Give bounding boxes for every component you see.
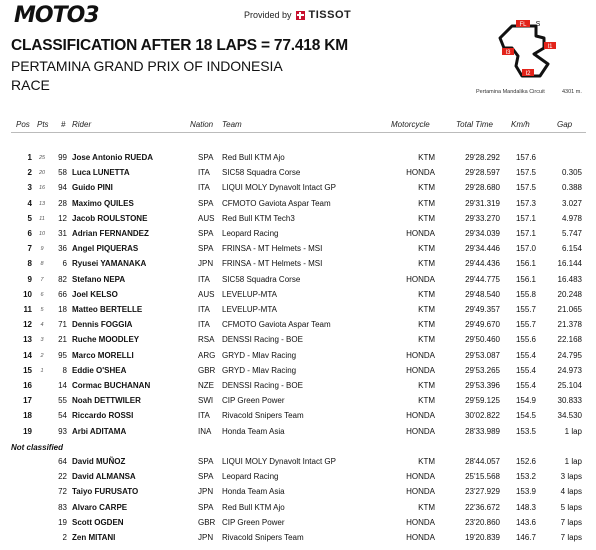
cell-time: 29'44.436 xyxy=(465,259,500,269)
cell-nation: ITA xyxy=(198,320,210,330)
cell-rider: Adrian FERNANDEZ xyxy=(72,229,149,238)
cell-gap: 21.378 xyxy=(557,320,582,330)
cell-team: Red Bull KTM Ajo xyxy=(222,502,285,512)
cell-moto: KTM xyxy=(418,396,435,406)
cell-pts: 13 xyxy=(38,200,46,207)
table-row xyxy=(0,455,596,469)
cell-kmh: 157.1 xyxy=(515,229,536,238)
cell-team: CIP Green Power xyxy=(222,396,285,406)
cell-nation: SPA xyxy=(198,472,214,482)
table-row xyxy=(0,333,596,347)
cell-pos: 4 xyxy=(27,198,32,208)
cell-kmh: 157.6 xyxy=(515,153,536,162)
cell-pos: 12 xyxy=(23,320,32,330)
cell-moto: HONDA xyxy=(406,517,435,527)
cell-moto: HONDA xyxy=(406,168,435,178)
cell-num: 93 xyxy=(58,426,67,436)
cell-pos: 2 xyxy=(27,168,32,178)
cell-pos: 19 xyxy=(23,426,32,436)
col-rider: Rider xyxy=(72,120,92,129)
cell-pos: 9 xyxy=(27,274,32,284)
table-row xyxy=(0,364,596,378)
cell-pos: 11 xyxy=(23,305,32,314)
cell-team: Rivacold Snipers Team xyxy=(222,533,304,542)
cell-gap: 24.973 xyxy=(557,365,582,375)
table-row xyxy=(0,303,596,317)
cell-pos: 10 xyxy=(23,289,32,299)
table-row xyxy=(0,151,596,165)
cell-num: 36 xyxy=(58,244,67,254)
cell-kmh: 154.5 xyxy=(515,411,536,421)
cell-pos: 17 xyxy=(23,396,32,406)
cell-pos: 14 xyxy=(23,350,32,360)
cell-time: 29'50.460 xyxy=(465,335,500,345)
cell-team: GRYD - Mlav Racing xyxy=(222,350,297,360)
col-total-time: Total Time xyxy=(456,120,493,129)
cell-time: 29'49.670 xyxy=(465,320,500,330)
cell-kmh: 153.5 xyxy=(515,426,536,436)
cell-num: 19 xyxy=(58,517,67,527)
cell-rider: Scott OGDEN xyxy=(72,517,124,527)
cell-time: 29'34.039 xyxy=(465,229,500,238)
cell-gap: 16.483 xyxy=(557,274,582,284)
cell-rider: Matteo BERTELLE xyxy=(72,305,143,314)
not-classified-label: Not classified xyxy=(11,443,64,452)
table-row xyxy=(0,288,596,302)
cell-num: 6 xyxy=(62,259,67,269)
cell-num: 2 xyxy=(62,533,67,542)
cell-rider: Guido PINI xyxy=(72,183,113,193)
cell-pts: 8 xyxy=(40,261,44,268)
cell-num: 28 xyxy=(58,198,67,208)
cell-gap: 25.104 xyxy=(557,381,582,390)
cell-moto: HONDA xyxy=(406,229,435,238)
cell-pts: 25 xyxy=(38,155,46,161)
cell-gap: 5 laps xyxy=(560,502,582,512)
cell-nation: INA xyxy=(198,426,212,436)
cell-team: DENSSI Racing - BOE xyxy=(222,381,303,390)
cell-team: FRINSA - MT Helmets - MSI xyxy=(222,244,323,254)
cell-pts: 3 xyxy=(40,337,44,344)
cell-nation: ITA xyxy=(198,411,210,421)
cell-kmh: 155.4 xyxy=(515,381,536,390)
cell-pos: 13 xyxy=(23,335,32,345)
cell-kmh: 157.0 xyxy=(515,244,536,254)
cell-time: 25'15.568 xyxy=(465,472,500,482)
cell-kmh: 157.3 xyxy=(515,198,536,208)
cell-nation: ITA xyxy=(198,168,210,178)
session-name: RACE xyxy=(11,77,50,93)
cell-pos: 8 xyxy=(27,259,32,269)
cell-nation: GBR xyxy=(198,365,216,375)
cell-team: Leopard Racing xyxy=(222,229,279,238)
table-row xyxy=(0,349,596,363)
cell-time: 29'28.680 xyxy=(465,183,500,193)
cell-nation: AUS xyxy=(198,213,215,223)
cell-time: 23'27.929 xyxy=(465,487,500,497)
cell-pts: 11 xyxy=(39,215,45,222)
cell-gap: 0.388 xyxy=(561,183,582,193)
cell-time: 29'53.265 xyxy=(465,365,500,375)
table-row xyxy=(0,485,596,499)
cell-gap: 7 laps xyxy=(560,517,582,527)
cell-num: 14 xyxy=(58,381,67,390)
cell-pos: 3 xyxy=(27,183,32,193)
cell-rider: Taiyo FURUSATO xyxy=(72,487,139,497)
cell-pts: 16 xyxy=(38,185,46,192)
cell-time: 29'48.540 xyxy=(465,289,500,299)
cell-nation: SPA xyxy=(198,244,214,254)
cell-gap: 3 laps xyxy=(560,472,582,482)
cell-pos: 5 xyxy=(27,213,32,223)
cell-rider: Marco MORELLI xyxy=(72,350,134,360)
col-kmh: Km/h xyxy=(511,120,530,129)
tissot-cross-icon xyxy=(296,11,305,20)
cell-gap: 30.833 xyxy=(557,396,582,406)
cell-nation: SWI xyxy=(198,396,214,406)
cell-time: 29'59.125 xyxy=(465,396,500,406)
cell-rider: Cormac BUCHANAN xyxy=(72,381,151,390)
cell-kmh: 155.7 xyxy=(515,320,536,330)
cell-time: 29'53.396 xyxy=(465,381,500,390)
logo-text: MOTO3 xyxy=(14,2,99,28)
cell-moto: KTM xyxy=(418,381,435,390)
cell-moto: HONDA xyxy=(406,426,435,436)
cell-num: 12 xyxy=(58,213,67,223)
cell-time: 29'28.597 xyxy=(465,168,500,178)
cell-pts: 5 xyxy=(40,307,44,313)
cell-kmh: 153.2 xyxy=(515,472,536,482)
cell-nation: ITA xyxy=(198,305,210,314)
col-nation: Nation xyxy=(190,120,214,129)
cell-num: 21 xyxy=(58,335,67,345)
cell-gap: 20.248 xyxy=(557,289,582,299)
cell-team: CFMOTO Gaviota Aspar Team xyxy=(222,320,331,330)
cell-kmh: 155.4 xyxy=(515,365,536,375)
cell-num: 31 xyxy=(58,229,67,238)
col-gap: Gap xyxy=(557,120,573,129)
page-title: CLASSIFICATION AFTER 18 LAPS = 77.418 KM xyxy=(11,37,348,54)
table-row xyxy=(0,212,596,226)
cell-team: LEVELUP-MTA xyxy=(222,305,277,314)
cell-gap: 4 laps xyxy=(560,487,582,497)
cell-team: FRINSA - MT Helmets - MSI xyxy=(222,259,323,269)
cell-kmh: 155.8 xyxy=(515,289,536,299)
cell-rider: Jacob ROULSTONE xyxy=(72,213,148,223)
cell-nation: SPA xyxy=(198,153,214,162)
cell-gap: 1 lap xyxy=(564,426,582,436)
cell-pts: 1 xyxy=(40,367,44,374)
cell-time: 29'31.319 xyxy=(465,198,500,208)
cell-team: SIC58 Squadra Corse xyxy=(222,274,301,284)
cell-num: 22 xyxy=(58,472,67,482)
cell-num: 66 xyxy=(58,289,67,299)
cell-moto: KTM xyxy=(418,244,435,254)
table-row xyxy=(0,197,596,211)
cell-rider: David MUÑOZ xyxy=(72,457,126,466)
cell-nation: ARG xyxy=(198,350,216,360)
cell-pos: 15 xyxy=(23,365,32,375)
cell-moto: KTM xyxy=(418,502,435,512)
header-divider xyxy=(11,132,586,133)
cell-gap: 0.305 xyxy=(561,168,582,178)
cell-team: GRYD - Mlav Racing xyxy=(222,365,297,375)
cell-kmh: 156.1 xyxy=(515,259,536,269)
cell-pos: 1 xyxy=(27,153,32,162)
cell-gap: 22.168 xyxy=(557,335,582,345)
table-row xyxy=(0,531,596,545)
sector-label-fl: FL xyxy=(519,22,527,28)
moto3-logo xyxy=(14,4,99,26)
cell-nation: RSA xyxy=(198,335,215,345)
cell-num: 18 xyxy=(58,305,67,314)
cell-team: CIP Green Power xyxy=(222,517,285,527)
event-name: PERTAMINA GRAND PRIX OF INDONESIA xyxy=(11,58,283,74)
cell-nation: SPA xyxy=(198,457,214,466)
col-motorcycle: Motorcycle xyxy=(391,120,430,129)
cell-num: 83 xyxy=(58,502,67,512)
cell-kmh: 157.5 xyxy=(515,183,536,193)
cell-nation: GBR xyxy=(198,517,216,527)
cell-time: 29'49.357 xyxy=(465,305,500,314)
cell-gap: 21.065 xyxy=(557,305,582,314)
cell-time: 28'44.057 xyxy=(465,457,500,466)
cell-time: 23'20.860 xyxy=(465,517,500,527)
cell-team: Honda Team Asia xyxy=(222,487,285,497)
table-row xyxy=(0,181,596,195)
cell-moto: KTM xyxy=(418,183,435,193)
cell-kmh: 153.9 xyxy=(515,487,536,497)
cell-team: Honda Team Asia xyxy=(222,426,285,436)
cell-rider: Riccardo ROSSI xyxy=(72,411,134,421)
cell-moto: HONDA xyxy=(406,411,435,421)
cell-time: 29'28.292 xyxy=(465,153,500,162)
cell-pts: 10 xyxy=(38,231,46,237)
cell-num: 64 xyxy=(58,457,67,466)
cell-rider: David ALMANSA xyxy=(72,472,136,482)
cell-pts: 4 xyxy=(40,322,44,329)
cell-time: 29'44.775 xyxy=(465,274,500,284)
cell-time: 28'33.989 xyxy=(465,426,500,436)
cell-nation: NZE xyxy=(198,381,214,390)
cell-kmh: 152.6 xyxy=(515,457,536,466)
cell-nation: JPN xyxy=(198,259,214,269)
cell-nation: SPA xyxy=(198,502,214,512)
cell-time: 29'34.446 xyxy=(465,244,500,254)
cell-moto: KTM xyxy=(418,198,435,208)
cell-moto: KTM xyxy=(418,259,435,269)
cell-pos: 18 xyxy=(23,411,32,421)
cell-pos: 6 xyxy=(27,229,32,238)
cell-gap: 16.144 xyxy=(557,259,582,269)
cell-rider: Alvaro CARPE xyxy=(72,502,128,512)
col-pos: Pos xyxy=(16,120,30,129)
cell-moto: KTM xyxy=(418,153,435,162)
sector-label-i2: I2 xyxy=(525,71,531,77)
cell-moto: HONDA xyxy=(406,365,435,375)
cell-moto: KTM xyxy=(418,289,435,299)
cell-moto: KTM xyxy=(418,320,435,330)
cell-rider: Ryusei YAMANAKA xyxy=(72,259,147,269)
table-row xyxy=(0,425,596,439)
cell-rider: Arbi ADITAMA xyxy=(72,426,127,436)
cell-kmh: 155.4 xyxy=(515,350,536,360)
provided-by xyxy=(244,9,351,21)
cell-pts: 20 xyxy=(38,170,46,177)
cell-gap: 6.154 xyxy=(561,244,582,254)
cell-team: CFMOTO Gaviota Aspar Team xyxy=(222,198,331,208)
cell-team: DENSSI Racing - BOE xyxy=(222,335,303,345)
cell-nation: AUS xyxy=(198,289,215,299)
col-num: # xyxy=(61,120,66,129)
cell-num: 99 xyxy=(58,153,67,162)
cell-pts: 7 xyxy=(40,276,44,283)
cell-moto: HONDA xyxy=(406,487,435,497)
cell-team: Leopard Racing xyxy=(222,472,279,482)
table-row xyxy=(0,501,596,515)
cell-time: 30'02.822 xyxy=(465,411,500,421)
cell-pos: 7 xyxy=(27,244,32,254)
table-row xyxy=(0,273,596,287)
cell-rider: Eddie O'SHEA xyxy=(72,365,127,375)
cell-gap: 4.978 xyxy=(561,213,582,223)
cell-num: 95 xyxy=(58,350,67,360)
cell-moto: HONDA xyxy=(406,350,435,360)
cell-pts: 6 xyxy=(40,291,44,298)
cell-nation: JPN xyxy=(198,533,214,542)
table-row xyxy=(0,166,596,180)
cell-nation: ITA xyxy=(198,183,210,193)
cell-time: 19'20.839 xyxy=(465,533,500,542)
cell-nation: ITA xyxy=(198,274,210,284)
cell-rider: Angel PIQUERAS xyxy=(72,244,139,254)
cell-gap: 5.747 xyxy=(561,229,582,238)
provided-by-label: Provided by xyxy=(244,10,292,20)
cell-time: 22'36.672 xyxy=(465,502,500,512)
cell-num: 8 xyxy=(62,365,67,375)
cell-kmh: 143.6 xyxy=(515,517,536,527)
cell-kmh: 157.1 xyxy=(515,213,536,223)
cell-rider: Luca LUNETTA xyxy=(72,168,130,178)
table-row xyxy=(0,242,596,256)
cell-rider: Joel KELSO xyxy=(72,289,118,299)
cell-num: 82 xyxy=(58,274,67,284)
cell-rider: Dennis FOGGIA xyxy=(72,320,133,330)
table-row xyxy=(0,227,596,241)
cell-rider: Ruche MOODLEY xyxy=(72,335,140,345)
circuit-length: 4301 m. xyxy=(562,89,582,95)
col-team: Team xyxy=(222,120,242,129)
sponsor-name: TISSOT xyxy=(308,9,352,21)
table-row xyxy=(0,394,596,408)
cell-gap: 34.530 xyxy=(557,411,582,421)
table-row xyxy=(0,257,596,271)
cell-time: 29'53.087 xyxy=(465,350,500,360)
cell-rider: Noah DETTWILER xyxy=(72,396,141,406)
cell-rider: Zen MITANI xyxy=(72,533,116,542)
cell-gap: 7 laps xyxy=(560,533,582,542)
cell-moto: KTM xyxy=(418,213,435,223)
sector-label-i3: I3 xyxy=(505,50,511,56)
cell-num: 58 xyxy=(58,168,67,178)
table-row xyxy=(0,409,596,423)
cell-team: LEVELUP-MTA xyxy=(222,289,277,299)
sector-label-i1: I1 xyxy=(547,44,553,50)
cell-pts: 2 xyxy=(40,352,44,359)
cell-team: LIQUI MOLY Dynavolt Intact GP xyxy=(222,457,336,466)
cell-moto: KTM xyxy=(418,457,435,466)
sector-label-s: S xyxy=(535,21,541,28)
cell-kmh: 146.7 xyxy=(515,533,536,542)
cell-moto: HONDA xyxy=(406,472,435,482)
col-pts: Pts xyxy=(37,120,49,129)
circuit-name: Pertamina Mandalika Circuit xyxy=(476,89,545,95)
cell-num: 54 xyxy=(58,411,67,421)
cell-kmh: 154.9 xyxy=(515,396,536,406)
cell-team: Red Bull KTM Ajo xyxy=(222,153,285,162)
table-row xyxy=(0,470,596,484)
cell-num: 71 xyxy=(58,320,67,330)
table-row xyxy=(0,516,596,530)
cell-kmh: 157.5 xyxy=(515,168,536,178)
cell-gap: 1 lap xyxy=(564,457,582,466)
cell-kmh: 156.1 xyxy=(515,274,536,284)
cell-pts: 9 xyxy=(40,246,44,253)
cell-gap: 24.795 xyxy=(557,350,582,360)
cell-nation: SPA xyxy=(198,229,214,238)
cell-kmh: 155.6 xyxy=(515,335,536,345)
cell-team: Red Bull KTM Tech3 xyxy=(222,213,295,223)
cell-pos: 16 xyxy=(23,381,32,390)
cell-time: 29'33.270 xyxy=(465,213,500,223)
cell-rider: Stefano NEPA xyxy=(72,274,126,284)
cell-gap: 3.027 xyxy=(561,198,582,208)
cell-rider: Jose Antonio RUEDA xyxy=(72,153,154,162)
table-row xyxy=(0,379,596,393)
cell-kmh: 148.3 xyxy=(515,502,536,512)
cell-num: 55 xyxy=(58,396,67,406)
cell-moto: HONDA xyxy=(406,533,435,542)
cell-moto: KTM xyxy=(418,335,435,345)
cell-rider: Maximo QUILES xyxy=(72,198,134,208)
circuit-map-icon xyxy=(478,18,578,84)
cell-team: LIQUI MOLY Dynavolt Intact GP xyxy=(222,183,336,193)
cell-moto: HONDA xyxy=(406,274,435,284)
table-row xyxy=(0,318,596,332)
cell-moto: KTM xyxy=(418,305,435,314)
cell-nation: JPN xyxy=(198,487,214,497)
cell-kmh: 155.7 xyxy=(515,305,536,314)
cell-team: SIC58 Squadra Corse xyxy=(222,168,301,178)
cell-num: 94 xyxy=(58,183,67,193)
cell-num: 72 xyxy=(58,487,67,497)
cell-team: Rivacold Snipers Team xyxy=(222,411,304,421)
cell-nation: SPA xyxy=(198,198,214,208)
